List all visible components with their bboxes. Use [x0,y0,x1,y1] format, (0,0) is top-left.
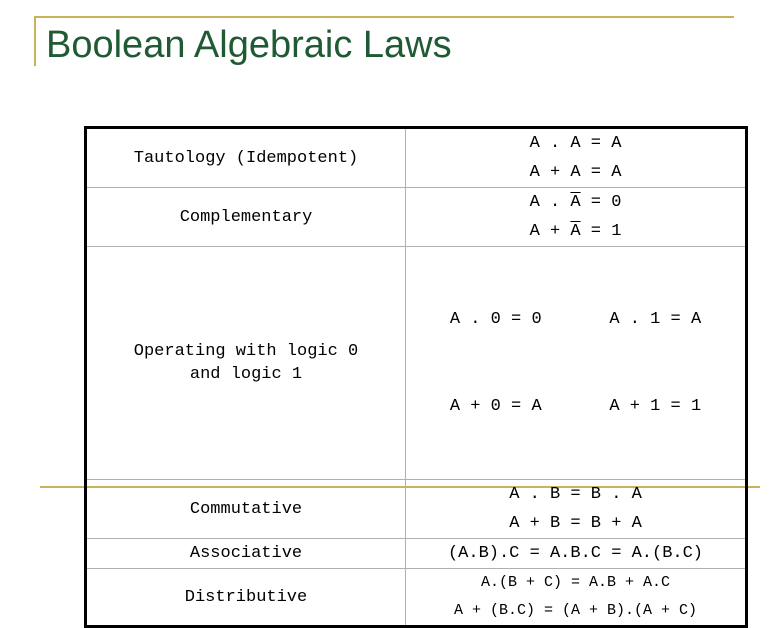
law-expression-commutative [406,480,747,539]
law-name-tautology: Tautology (Idempotent) [86,128,406,188]
expression-line: A + (B.C) = (A + B).(A + C) [453,602,698,619]
logic-1-column: A . 1 = A A + 1 = 1 [609,310,702,416]
law-name-logic-0-1: Operating with logic 0 and logic 1 [86,247,406,480]
table-row [86,480,747,539]
expression-line: A . $\overline{A} = 0$ [529,193,622,212]
table-row [86,247,747,480]
law-name-commutative: Commutative [86,480,406,539]
law-name-complementary: Complementary [86,188,406,247]
law-expression-tautology [406,128,747,188]
complement-bar-a: $\overline{A}$ [570,222,581,241]
table-row [86,539,747,569]
law-expression-associative [406,539,747,569]
law-expression-complementary [406,188,747,247]
law-name-distributive: Distributive [86,569,406,627]
laws-table [84,126,748,628]
title-frame-left-line [34,16,36,66]
slide-title: Boolean Algebraic Laws [46,24,452,66]
table-row [86,128,747,188]
expression-line: $A + \overline{A} = 1$ [529,222,622,241]
expression-line: A + A = A [529,163,622,182]
complement-bar-a: $\overline{A}$ [570,193,581,212]
title-frame-top-line [34,16,734,18]
expression-line: A . B = B . A [509,485,642,504]
logic-0-column: A . 0 = 0 A + 0 = A [449,310,542,416]
table-row [86,569,747,627]
expression-line: (A.B).C = A.B.C = A.(B.C) [447,544,704,563]
table-row [86,188,747,247]
expression-line: A + B = B + A [509,514,642,533]
expression-line: A . A = A [529,134,622,153]
expression-line: A.(B + C) = A.B + A.C [480,574,671,591]
law-name-associative: Associative [86,539,406,569]
law-expression-logic-0-1 [406,247,747,480]
law-expression-distributive [406,569,747,627]
